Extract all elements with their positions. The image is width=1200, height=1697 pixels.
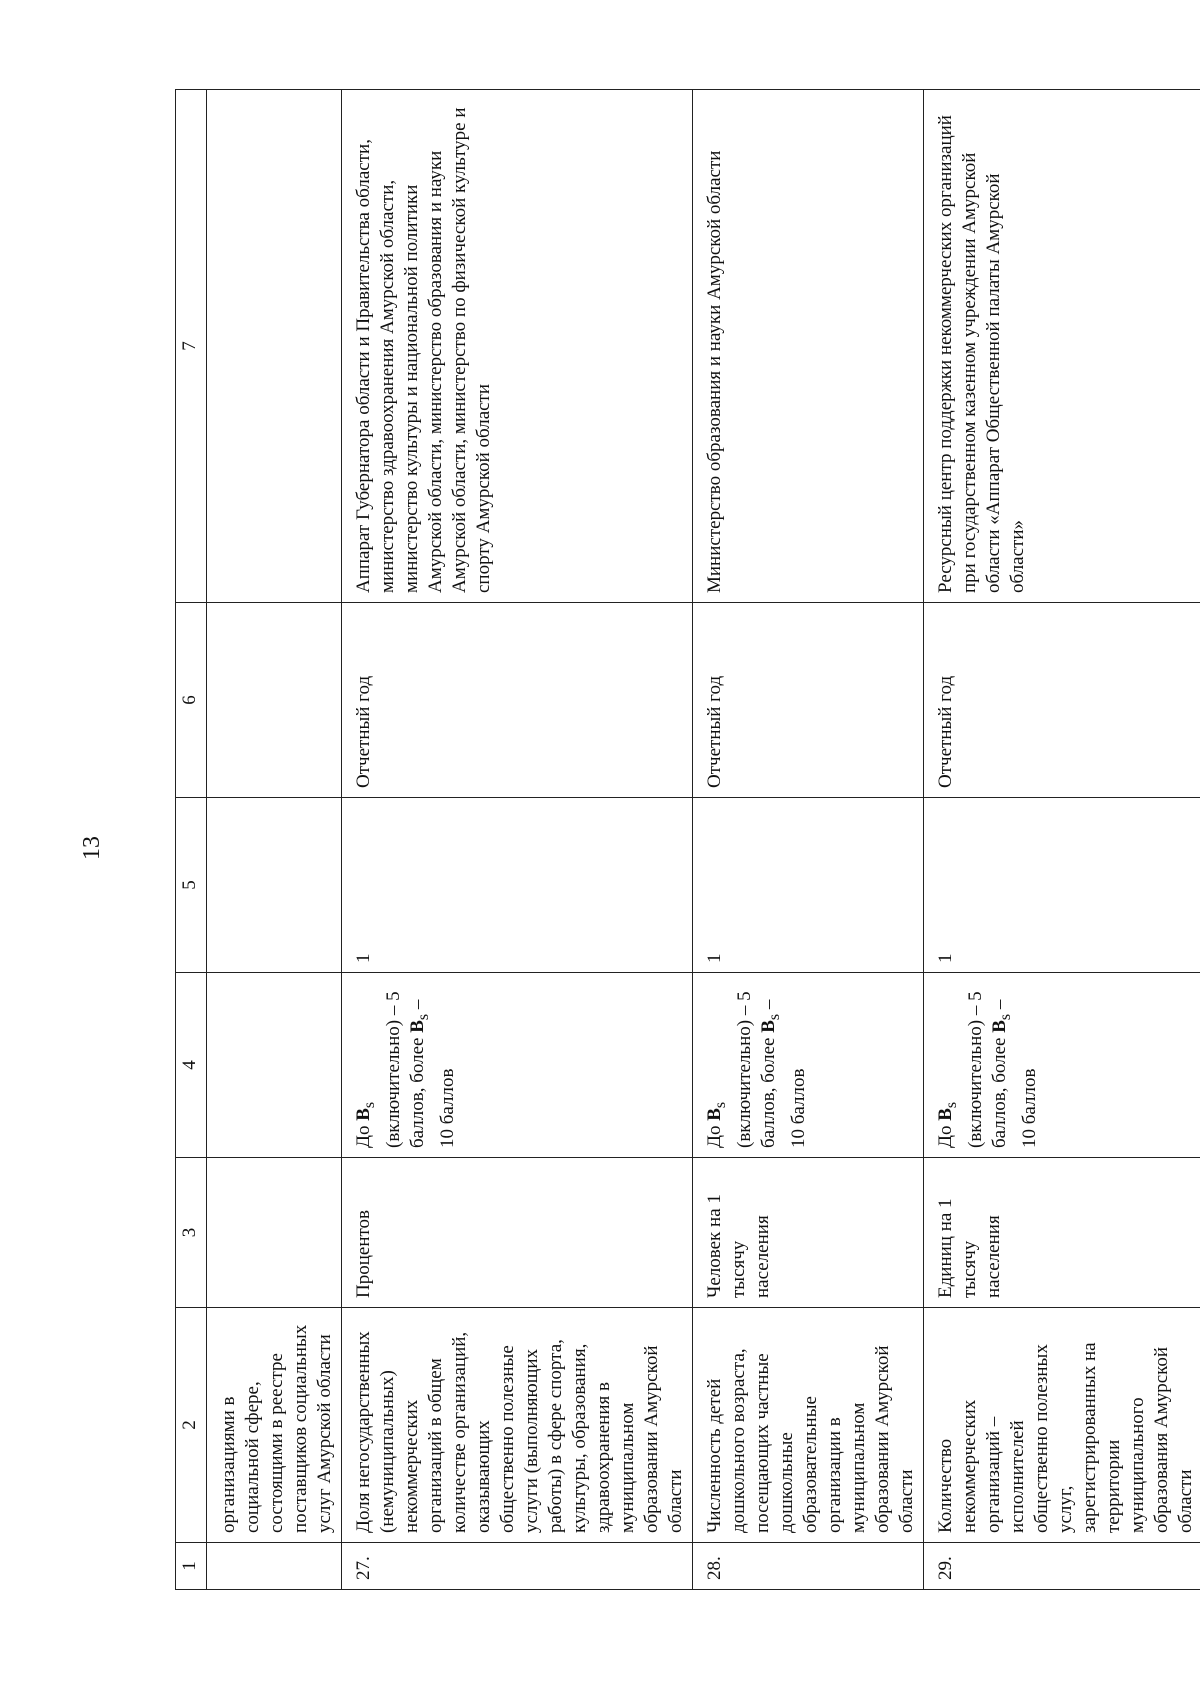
header-cell: 2 [176,1308,207,1543]
responsible-cell: Министерство образования и науки Амурской области [693,90,924,603]
period-cell: Отчетный год [924,603,1200,798]
row-number [207,1543,342,1590]
unit-cell [207,1158,342,1308]
score-cell [207,798,342,973]
period-cell [207,603,342,798]
responsible-cell [207,90,342,603]
header-cell: 3 [176,1158,207,1308]
indicators-table [175,89,1200,1590]
header-cell: 4 [176,973,207,1158]
responsible-cell: Ресурсный центр поддержки некоммерческих организаций при государственном казенном учреждении Амурской области «Аппарат Общественной палаты Амурской области» [924,90,1200,603]
header-row [176,90,207,1590]
header-cell: 7 [176,90,207,603]
row-number: 27. [342,1543,693,1590]
criteria-cell [207,973,342,1158]
indicator-name: Количество некоммерческих организаций – исполнителей общественно полезных услуг, зарегистрированных на территории муниципального образования Амурской области [924,1308,1200,1543]
header-cell: 1 [176,1543,207,1590]
score-cell: 1 [693,798,924,973]
header-cell: 6 [176,603,207,798]
unit-cell: Единиц на 1 тысячу населения [924,1158,1200,1308]
rotated-table-wrapper [175,90,1196,1590]
score-cell: 1 [924,798,1200,973]
indicator-name: организациями в социальной сфере, состоящими в реестре поставщиков социальных услуг Амурской области [207,1308,342,1543]
criteria-cell: До $B_s$ (включительно) – 5 баллов, более $B_s - 10$ баллов [693,973,924,1158]
row-number: 28. [693,1543,924,1590]
criteria-cell: До $B_s$ (включительно) – 5 баллов, более $B_s - 10$ баллов [342,973,693,1158]
table-row [342,90,693,1590]
criteria-cell: До $B_s$ (включительно) – 5 баллов, более $B_s - 10$ баллов [924,973,1200,1158]
unit-cell: Человек на 1 тысячу населения [693,1158,924,1308]
row-number: 29. [924,1543,1200,1590]
unit-cell: Процентов [342,1158,693,1308]
table-row [924,90,1200,1590]
header-cell: 5 [176,798,207,973]
indicator-name: Численность детей дошкольного возраста, посещающих частные дошкольные образовательные организации в муниципальном образовании Амурской области [693,1308,924,1543]
score-cell: 1 [342,798,693,973]
period-cell: Отчетный год [693,603,924,798]
page-number: 13 [79,836,105,860]
indicator-name: Доля негосударственных (немуниципальных) некоммерческих организаций в общем количестве организаций, оказывающих общественно полезные услуги (выполняющих работы) в сфере спорта, культуры, образования, здравоохранения в муниципальном образовании Амурской области [342,1308,693,1543]
period-cell: Отчетный год [342,603,693,798]
table-row [207,90,342,1590]
table-row [693,90,924,1590]
responsible-cell: Аппарат Губернатора области и Правительства области, министерство здравоохранения Амурской области, министерство культуры и национальной политики Амурской области, министерство образования и науки Амурской области, министерство по физической культуре и спорту Амурской области [342,90,693,603]
